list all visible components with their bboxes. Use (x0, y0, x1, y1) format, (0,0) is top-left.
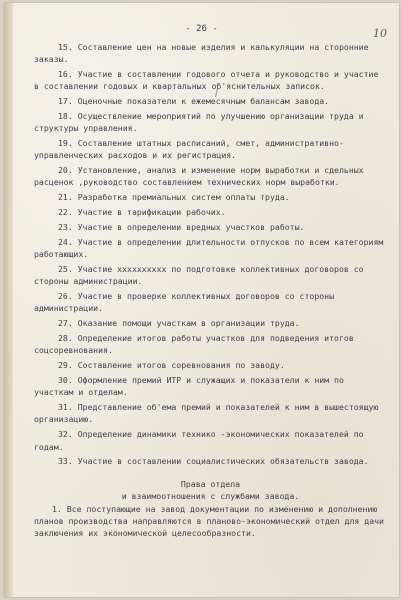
list-item: 27. Оказание помощи участкам в организации труда. (58, 318, 300, 329)
list-item: 29. Составление итогов соревнования по заводу. (58, 360, 285, 371)
list-item: 30. Оформление премий ИТР и служащих и показатели к ним по участкам и отделам. (34, 375, 349, 398)
section-title: Права отдела (180, 478, 241, 489)
section-paragraph: 1. Все поступающие на завод документации по изменению и дополнению планов производства направляются в планово-экономический отдел для дачи заключения их экономической целесообразности. (34, 504, 384, 539)
list-item: 24. Участие в определении длительности отпусков по всем категориям работающих. (34, 237, 389, 260)
document-page (4, 3, 399, 597)
list-item: 21. Разработка премиальных систем оплаты труда. (58, 192, 290, 203)
list-item: 16. Участие в составлении годового отчета и руководство и участие в составлении годовых и квартальных об'яснительных записок. (34, 69, 384, 92)
list-item: 15. Составление цен на новые изделия и калькуляции на сторонние заказы. (34, 42, 374, 65)
list-item: 26. Участие в проверке коллективных договоров со стороны администрации. (34, 291, 339, 314)
list-item: 20. Установление, анализ и изменение норм выработки и сдельных расценок ,руководство составлением технических норм выработки. (34, 165, 369, 188)
list-item: 19. Составление штатных расписаний, смет, административно-управленческих расходов и их регистрация. (34, 138, 344, 161)
document-body (34, 41, 387, 540)
list-item: 23. Участие в определении вредных участков работы. (58, 222, 305, 233)
list-item: 32. Определение динамики технико -экономических показателей по годам. (34, 429, 369, 452)
list-item: 25. Участие хххххххххх по подготовке коллективных договоров со стороны администрации. (34, 264, 369, 287)
binding-edge (4, 3, 13, 597)
folio-number: 10 (373, 27, 387, 40)
duty-list (34, 41, 387, 468)
list-item: 22. Участие в тарификации рабочих. (58, 207, 226, 218)
page-number: - 26 - (185, 24, 218, 34)
section-subtitle: и взаимоотношения с службами завода. (121, 490, 300, 501)
list-item: 31. Представление об'ема премий и показателей к ним в вышестоящую организацию. (34, 402, 384, 425)
list-item: 17. Оценочные показатели к ежемесячным балансам завода. (58, 96, 330, 107)
list-item: 33. Участие в составлении социалистических обязательств завода. (58, 456, 369, 467)
list-item: 18. Осуществление мероприятий по улучшению организации труда и структуры управления. (34, 111, 369, 134)
list-item: 28. Определение итогов работы участков для подведения итогов соцсоревнования. (34, 333, 359, 356)
